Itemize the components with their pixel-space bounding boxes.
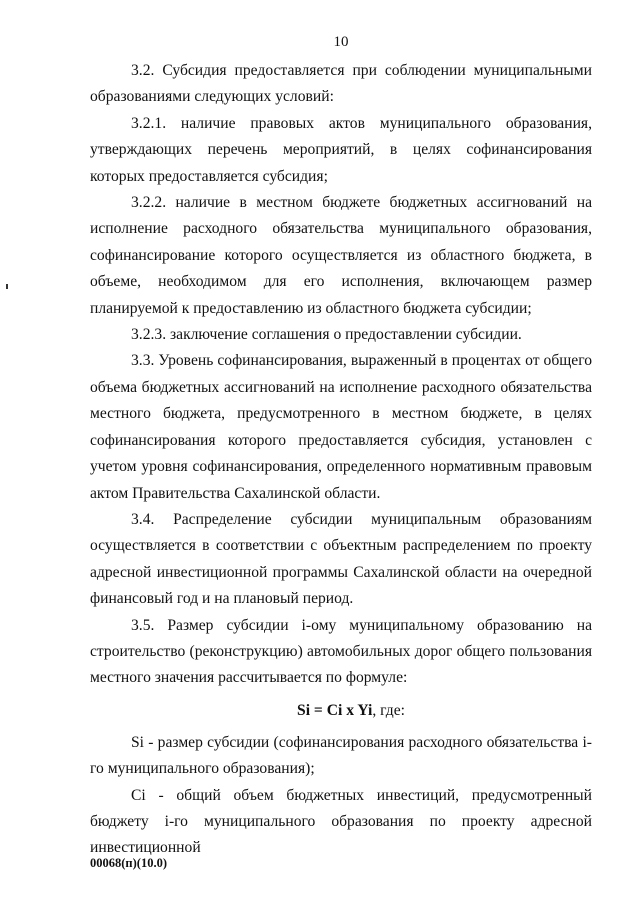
- paragraph-3-3: 3.3. Уровень софинансирования, выраженный в процентах от общего объема бюджетных ассигнований на исполнение расходного обязательства местного бюджета, предусмотренного в местном бюджете, в целях софинансирования которого предоставляется субсидия, установлен с учетом уровня софинансирования, определенного нормативным правовым актом Правительства Сахалинской области.: [90, 352, 592, 502]
- page-number: 10: [333, 34, 349, 50]
- margin-mark: [6, 284, 8, 289]
- document-code: 00068(п)(10.0): [90, 856, 167, 870]
- paragraph-3-2: 3.2. Субсидия предоставляется при соблюдении муниципальными образованиями следующих условий:: [90, 62, 592, 106]
- definition-si: Si - размер субсидии (софинансирования расходного обязательства i-го муниципального образования);: [90, 733, 592, 778]
- paragraph-3-4: 3.4. Распределение субсидии муниципальным образованиям осуществляется в соответствии с объектным распределением по проекту адресной инвестиционной программы Сахалинской области на очередной финансовый год и на плановый период.: [90, 510, 592, 608]
- paragraph-3-5: 3.5. Размер субсидии i-ому муниципальному образованию на строительство (реконструкцию) автомобильных дорог общего пользования местного значения рассчитывается по формуле:: [90, 616, 592, 687]
- formula: [90, 692, 592, 730]
- formula-expression: Si = Ci x Yi: [297, 701, 373, 719]
- definition-ci: Ci - общий объем бюджетных инвестиций, предусмотренный бюджету i-го муниципального образования по проекту адресной инвестиционной: [90, 786, 592, 857]
- paragraph-3-2-2: 3.2.2. наличие в местном бюджете бюджетных ассигнований на исполнение расходного обязательства муниципального образования, софинансирование которого осуществляется из областного бюджета, в объеме, необходимом для его исполнения, включающем размер планируемой к предоставлению из областного бюджета субсидии;: [90, 194, 592, 317]
- paragraph-3-2-3: 3.2.3. заключение соглашения о предоставлении субсидии.: [131, 326, 522, 344]
- document-body: [90, 58, 592, 862]
- paragraph-3-2-1: 3.2.1. наличие правовых актов муниципального образования, утверждающих перечень мероприятий, в целях софинансирования которых предоставляется субсидия;: [90, 114, 592, 185]
- formula-suffix: , где:: [372, 701, 405, 719]
